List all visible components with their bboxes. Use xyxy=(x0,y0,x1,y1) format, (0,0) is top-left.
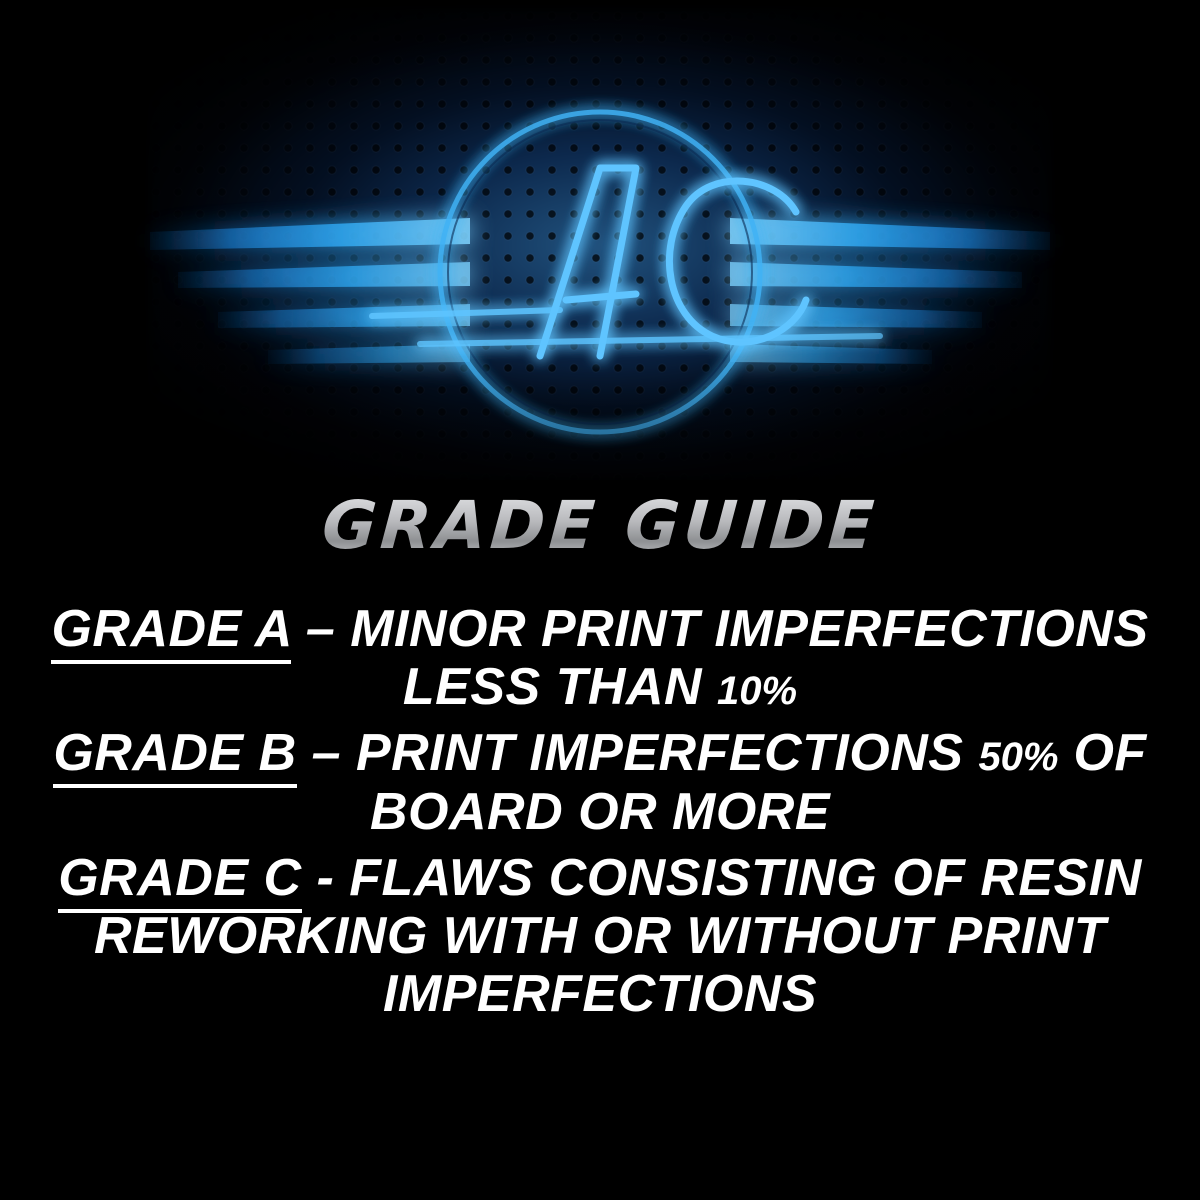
grade-item-a xyxy=(40,600,1160,716)
grade-c-separator: - xyxy=(316,848,335,907)
grade-b-label: GRADE B xyxy=(53,724,296,788)
logo-hero xyxy=(0,0,1200,480)
grade-c-label: GRADE C xyxy=(58,849,301,913)
grade-b-value: 50% xyxy=(978,735,1059,780)
grade-item-c xyxy=(40,849,1160,1024)
logo-ring-icon xyxy=(440,112,760,432)
grade-a-label: GRADE A xyxy=(51,600,290,664)
grade-list xyxy=(40,600,1160,1032)
grade-c-description: FLAWS CONSISTING OF RESIN REWORKING WITH OR WITHOUT PRINT IMPERFECTIONS xyxy=(93,848,1142,1024)
grade-a-separator: – xyxy=(305,600,336,658)
grade-a-value: 10% xyxy=(717,669,798,714)
grade-b-description: PRINT IMPERFECTIONS xyxy=(355,724,964,783)
grade-a-description: MINOR PRINT IMPERFECTIONS LESS THAN xyxy=(350,600,1149,717)
grade-b-tail: OF BOARD OR MORE xyxy=(369,724,1147,841)
winged-circle-ac-logo-icon xyxy=(0,0,1200,480)
wing-right-icon xyxy=(730,218,1050,364)
grade-b-separator: – xyxy=(311,724,341,783)
grade-item-b xyxy=(40,724,1160,840)
page-title: GRADE GUIDE xyxy=(0,487,1200,564)
